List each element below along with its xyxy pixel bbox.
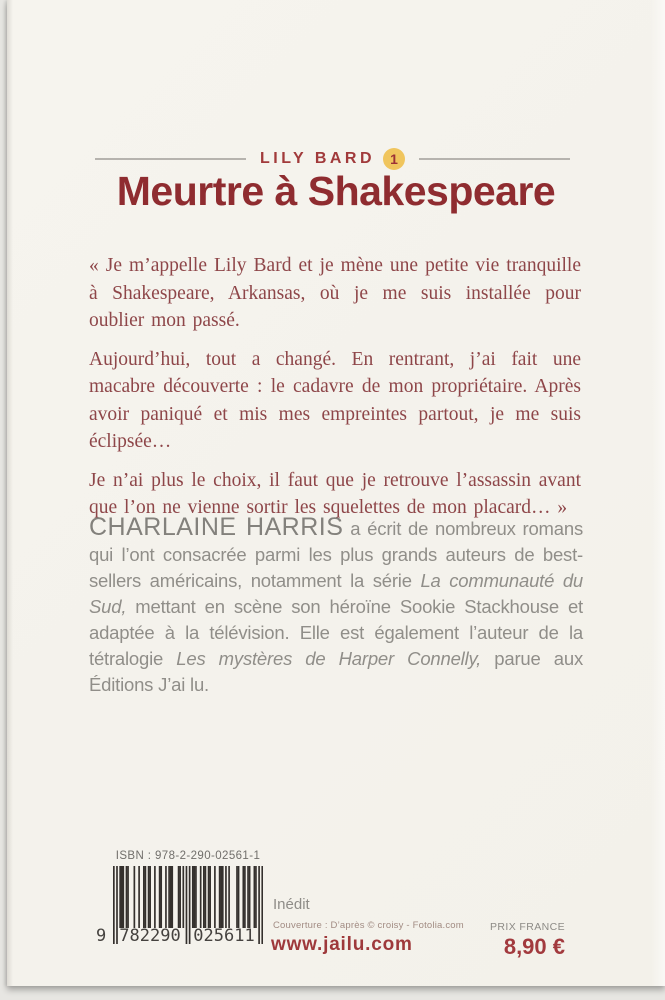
- blurb-paragraph-1: « Je m’appelle Lily Bard et je mène une petite vie tranquille à Shakespeare, Arkansas, où je me suis installée pour oublier mon passé.: [89, 255, 581, 331]
- inedit-label: Inédit: [273, 896, 310, 913]
- publisher-website: www.jailu.com: [271, 934, 413, 955]
- bio-series-title-1: La communauté du Sud,: [89, 570, 583, 617]
- series-number-badge: [383, 148, 405, 170]
- barcode-digit-first: 9: [96, 926, 107, 946]
- author-bio: [89, 514, 583, 698]
- blurb-paragraph-3: Je n’ai plus le choix, il faut que je retrouve l’assassin avant que l’on ne vienne sortir les squelettes de mon placard… »: [89, 469, 581, 518]
- book-back-cover: [7, 0, 665, 986]
- blurb-paragraph-2: Aujourd’hui, tout a changé. En rentrant, j’ai fait une macabre découverte : le cadavre de mon propriétaire. Après avoir paniqué et mis mes empreintes partout, je me suis éclipsée…: [89, 348, 581, 452]
- barcode-digits-left: 782290: [119, 926, 181, 946]
- series-number: 1: [390, 151, 398, 167]
- price-value: 8,90 €: [503, 934, 565, 959]
- series-name: LILY BARD: [259, 150, 376, 167]
- bio-text-1: a écrit de nombreux romans qui l’ont consacrée parmi les plus grands auteurs de best-sellers américains, notamment la série: [89, 518, 583, 591]
- price-block: [490, 921, 565, 960]
- bio-text-3: parue aux Éditions J’ai lu.: [89, 648, 583, 695]
- back-cover-blurb: [89, 252, 581, 533]
- price-label: PRIX FRANCE: [490, 921, 565, 933]
- isbn-label: ISBN : 978-2-290-02561-1: [115, 850, 261, 862]
- cover-credit: Couverture : D’après © croisy - Fotolia.com: [273, 920, 464, 931]
- barcode: [96, 866, 263, 948]
- series-rule-right: [419, 158, 570, 160]
- series-rule-left: [95, 158, 246, 160]
- barcode-digits-right: 025611: [193, 926, 255, 946]
- bio-text-2: mettant en scène son héroïne Sookie Stackhouse et adaptée à la télévision. Elle est également l’auteur de la tétralogie: [89, 596, 583, 669]
- series-title-group: [260, 148, 405, 170]
- book-title: Meurtre à Shakespeare: [116, 168, 556, 214]
- author-name: CHARLAINE HARRIS: [89, 513, 344, 541]
- bio-series-title-2: Les mystères de Harper Connelly,: [176, 648, 482, 669]
